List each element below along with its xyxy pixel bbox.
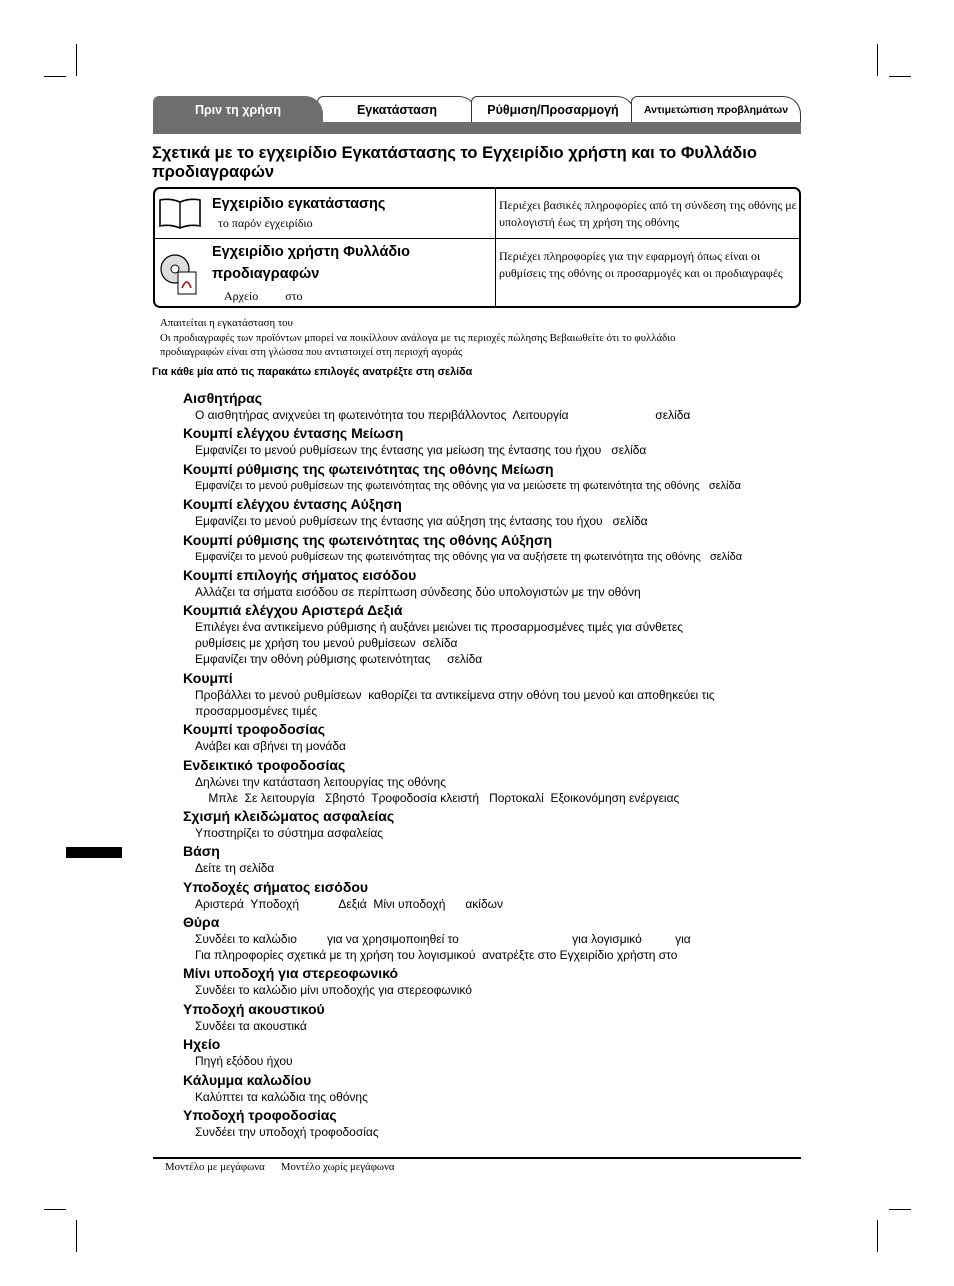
manual-title-setup: Εγχειρίδιο εγκατάστασης xyxy=(212,196,386,212)
tab-settings[interactable]: Ρύθμιση/Προσαρμογή xyxy=(471,96,635,122)
table-divider xyxy=(155,238,799,239)
item-title: Ηχείο xyxy=(183,1036,221,1053)
list-item xyxy=(183,424,793,458)
crop-mark xyxy=(877,1220,878,1252)
item-description: ρυθμίσεις με χρήση του μενού ρυθμίσεων σελίδα xyxy=(195,636,458,651)
item-title: Μίνι υποδοχή για στερεοφωνικό xyxy=(183,965,399,982)
crop-mark xyxy=(889,1209,911,1210)
list-item xyxy=(183,1071,793,1105)
list-item xyxy=(183,720,793,754)
manual-sub-user: Αρχείο στο xyxy=(224,289,303,303)
item-description: Εμφανίζει το μενού ρυθμίσεων της έντασης για αύξηση της έντασης του ήχου σελίδα xyxy=(195,514,648,529)
item-description: Εμφανίζει το μενού ρυθμίσεων της φωτεινότητας της οθόνης για να αυξήσετε τη φωτεινότητα της οθόνης σελίδα xyxy=(195,550,743,563)
item-title: Υποδοχές σήματος εισόδου xyxy=(183,878,369,895)
item-description: Δείτε τη σελίδα xyxy=(195,861,275,876)
item-description: Εμφανίζει το μενού ρυθμίσεων της έντασης για μείωση της έντασης του ήχου σελίδα xyxy=(195,443,647,458)
item-description: Εμφανίζει το μενού ρυθμίσεων της φωτεινότητας της οθόνης για να μειώσετε τη φωτεινότητα της οθόνης σελίδα xyxy=(195,479,741,492)
item-description: Υποστηρίζει το σύστημα ασφαλείας xyxy=(195,825,384,840)
item-title: Κουμπί ελέγχου έντασης Μείωση xyxy=(183,425,404,442)
item-title: Κουμπί τροφοδοσίας xyxy=(183,721,325,738)
notes xyxy=(160,316,780,360)
item-title: Υποδοχή ακουστικού xyxy=(183,1000,325,1017)
page-title: Σχετικά με το εγχειρίδιο Εγκατάστασης το Εγχειρίδιο χρήστη και το Φυλλάδιο προδιαγραφών xyxy=(152,144,757,181)
item-title: Υποδοχή τροφοδοσίας xyxy=(183,1107,337,1124)
list-item xyxy=(183,756,793,806)
item-description: Συνδέει το καλώδιο μίνι υποδοχής για στερεοφωνικό xyxy=(195,983,472,998)
crop-mark xyxy=(76,1220,77,1252)
manual-desc-user: Περιέχει πληροφορίες για την εφαρμογή όπως είναι οι ρυθμίσεις της οθόνης οι προσαρμογές και οι προδιαγραφές xyxy=(499,249,783,280)
list-item xyxy=(183,601,793,667)
item-description: Συνδέει το καλώδιο για να χρησιμοποιηθεί το για λογισμικό για xyxy=(195,932,691,947)
crop-mark xyxy=(877,44,878,76)
list-item xyxy=(183,460,793,494)
chapter-tabs xyxy=(153,96,801,134)
item-description: Συνδέει τα ακουστικά xyxy=(195,1018,307,1033)
item-title: Κουμπιά ελέγχου Αριστερά Δεξιά xyxy=(183,602,403,619)
item-description: Για πληροφορίες σχετικά με τη χρήση του λογισμικού ανατρέξτε στο Εγχειρίδιο χρήστη στο xyxy=(195,948,678,963)
list-item xyxy=(183,878,793,912)
note-line: Οι προδιαγραφές των προϊόντων μπορεί να ποικίλλουν ανάλογα με τις περιοχές πώλησης Βεβαιωθείτε ότι το φυλλάδιο xyxy=(160,331,676,344)
list-item xyxy=(183,531,793,565)
item-title: Κουμπί ελέγχου έντασης Αύξηση xyxy=(183,496,402,513)
list-item xyxy=(183,913,793,963)
list-item xyxy=(183,807,793,841)
item-description: Δηλώνει την κατάσταση λειτουργίας της οθόνης xyxy=(195,774,446,789)
item-title: Κουμπί επιλογής σήματος εισόδου xyxy=(183,566,417,583)
item-title: Κουμπί ρύθμισης της φωτεινότητας της οθόνης Μείωση xyxy=(183,460,554,477)
table-divider xyxy=(495,189,496,306)
item-title: Σχισμή κλειδώματος ασφαλείας xyxy=(183,807,395,824)
manual-sub-setup: το παρόν εγχειρίδιο xyxy=(218,216,313,230)
parts-list xyxy=(183,389,793,1141)
item-title: Αισθητήρας xyxy=(183,390,263,406)
item-title: Κουμπί ρύθμισης της φωτεινότητας της οθόνης Αύξηση xyxy=(183,531,553,548)
tab-bar xyxy=(153,122,801,134)
item-description: Ο αισθητήρας ανιχνεύει τη φωτεινότητα του περιβάλλοντος Λειτουργία σελίδα xyxy=(195,408,691,422)
manual-desc-setup: Περιέχει βασικές πληροφορίες από τη σύνδεση της οθόνης με υπολογιστή έως τη χρήση της οθόνης xyxy=(499,198,797,229)
list-item xyxy=(183,1106,793,1140)
note-line: προδιαγραφών είναι στη γλώσσα που αντιστοιχεί στη περιοχή αγοράς xyxy=(160,346,463,358)
manuals-table xyxy=(153,187,801,308)
tab-troubleshooting[interactable]: Αντιμετώπιση προβλημάτων xyxy=(631,96,801,122)
list-item xyxy=(183,1000,793,1034)
list-item xyxy=(183,1035,793,1069)
footer-rule xyxy=(153,1157,801,1159)
crop-mark xyxy=(44,1209,66,1210)
item-description: Πηγή εξόδου ήχου xyxy=(195,1054,293,1069)
list-item xyxy=(183,389,793,423)
item-title: Ενδεικτικό τροφοδοσίας xyxy=(183,756,346,773)
list-item xyxy=(183,669,793,719)
item-description: Συνδέει την υποδοχή τροφοδοσίας xyxy=(195,1125,379,1140)
list-item xyxy=(183,842,793,876)
item-description: Αριστερά Υποδοχή Δεξιά Μίνι υποδοχή ακίδων xyxy=(195,896,504,911)
footer-note: Μοντέλο με μεγάφωνα Μοντέλο χωρίς μεγάφωνα xyxy=(165,1161,395,1173)
book-icon xyxy=(158,197,202,231)
tab-installation[interactable]: Εγκατάσταση xyxy=(317,96,477,122)
manual-title-user-2: προδιαγραφών xyxy=(212,266,320,282)
item-title: Βάση xyxy=(183,843,220,860)
instruction: Για κάθε μία από τις παρακάτω επιλογές ανατρέξτε στη σελίδα xyxy=(152,366,473,378)
crop-mark xyxy=(889,76,911,77)
list-item xyxy=(183,566,793,600)
list-item xyxy=(183,964,793,998)
list-item xyxy=(183,495,793,529)
item-description: Εμφανίζει την οθόνη ρύθμισης φωτεινότητας σελίδα xyxy=(195,652,483,667)
item-title: Κάλυμμα καλωδίου xyxy=(183,1071,312,1088)
item-description: Αλλάζει τα σήματα εισόδου σε περίπτωση σύνδεσης δύο υπολογιστών με την οθόνη xyxy=(195,584,641,599)
item-title: Θύρα xyxy=(183,914,220,931)
crop-mark xyxy=(76,44,77,76)
manual-title-user: Εγχειρίδιο χρήστη Φυλλάδιο xyxy=(212,244,411,260)
item-description: Προβάλλει το μενού ρυθμίσεων καθορίζει τα αντικείμενα στην οθόνη του μενού και αποθηκεύει τις xyxy=(195,687,715,702)
item-description: προσαρμοσμένες τιμές xyxy=(195,703,318,718)
item-description: Καλύπτει τα καλώδια της οθόνης xyxy=(195,1089,368,1104)
item-description: Μπλε Σε λειτουργία Σβηστό Τροφοδοσία κλειστή Πορτοκαλί Εξοικονόμηση ενέργειας xyxy=(195,790,680,805)
item-description: Ανάβει και σβήνει τη μονάδα xyxy=(195,739,346,754)
cd-pdf-icon xyxy=(158,252,202,296)
item-title: Κουμπί xyxy=(183,669,233,686)
tab-before-use[interactable]: Πριν τη χρήση xyxy=(153,96,323,122)
crop-mark xyxy=(44,76,66,77)
side-marker xyxy=(66,847,122,858)
note-line: Απαιτείται η εγκατάσταση του xyxy=(160,317,293,329)
item-description: Επιλέγει ένα αντικείμενο ρύθμισης ή αυξάνει μειώνει τις προσαρμοσμένες τιμές για σύνθετες xyxy=(195,620,684,635)
